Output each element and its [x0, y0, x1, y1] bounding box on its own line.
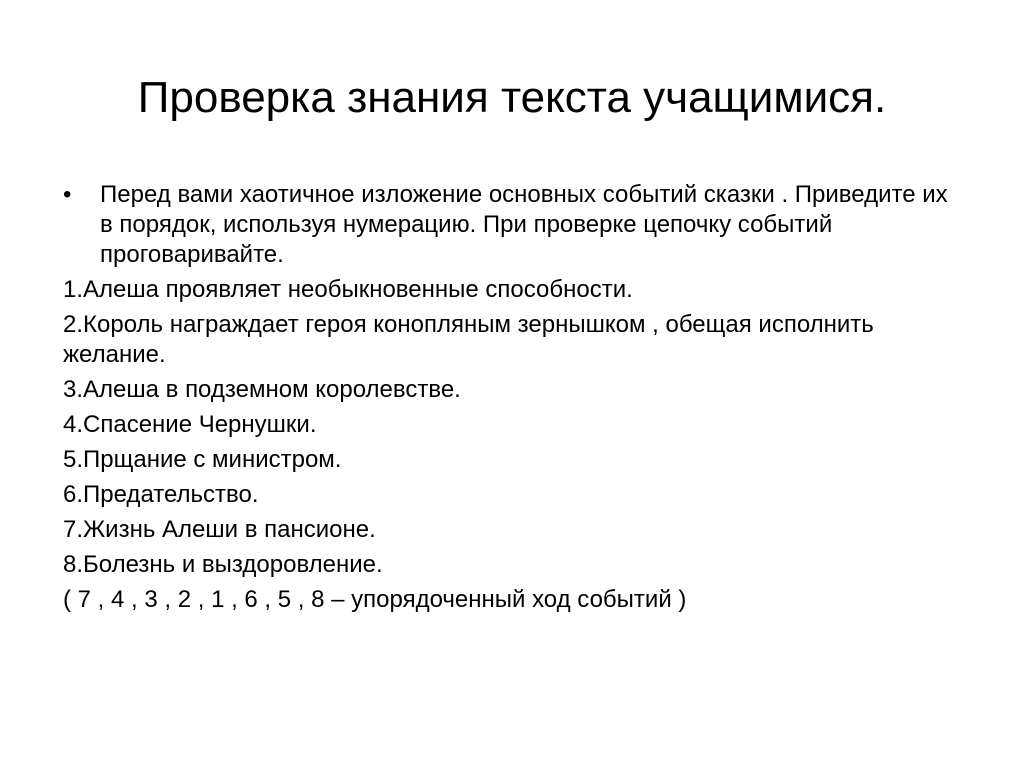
- slide-content: [63, 180, 963, 615]
- event-item-8: 8.Болезнь и выздоровление.: [63, 551, 383, 578]
- event-item-7: 7.Жизнь Алеши в пансионе.: [63, 516, 376, 543]
- event-item-2: 2.Король награждает героя конопляным зернышком , обещая исполнить желание.: [63, 311, 874, 368]
- answer-line: ( 7 , 4 , 3 , 2 , 1 , 6 , 5 , 8 – упорядоченный ход событий ): [63, 586, 687, 613]
- instruction-text: Перед вами хаотичное изложение основных событий сказки . Приведите их в порядок, используя нумерацию. При проверке цепочку событий проговаривайте.: [100, 181, 948, 268]
- slide-title: Проверка знания текста учащимися.: [137, 73, 887, 122]
- event-item-6: 6.Предательство.: [63, 481, 259, 508]
- event-item-4: 4.Спасение Чернушки.: [63, 411, 317, 438]
- event-item-1: 1.Алеша проявляет необыкновенные способности.: [63, 276, 633, 303]
- instruction-bullet: [63, 180, 963, 270]
- event-item-5: 5.Прщание с министром.: [63, 446, 342, 473]
- bullet-icon: •: [63, 181, 72, 208]
- event-item-3: 3.Алеша в подземном королевстве.: [63, 376, 461, 403]
